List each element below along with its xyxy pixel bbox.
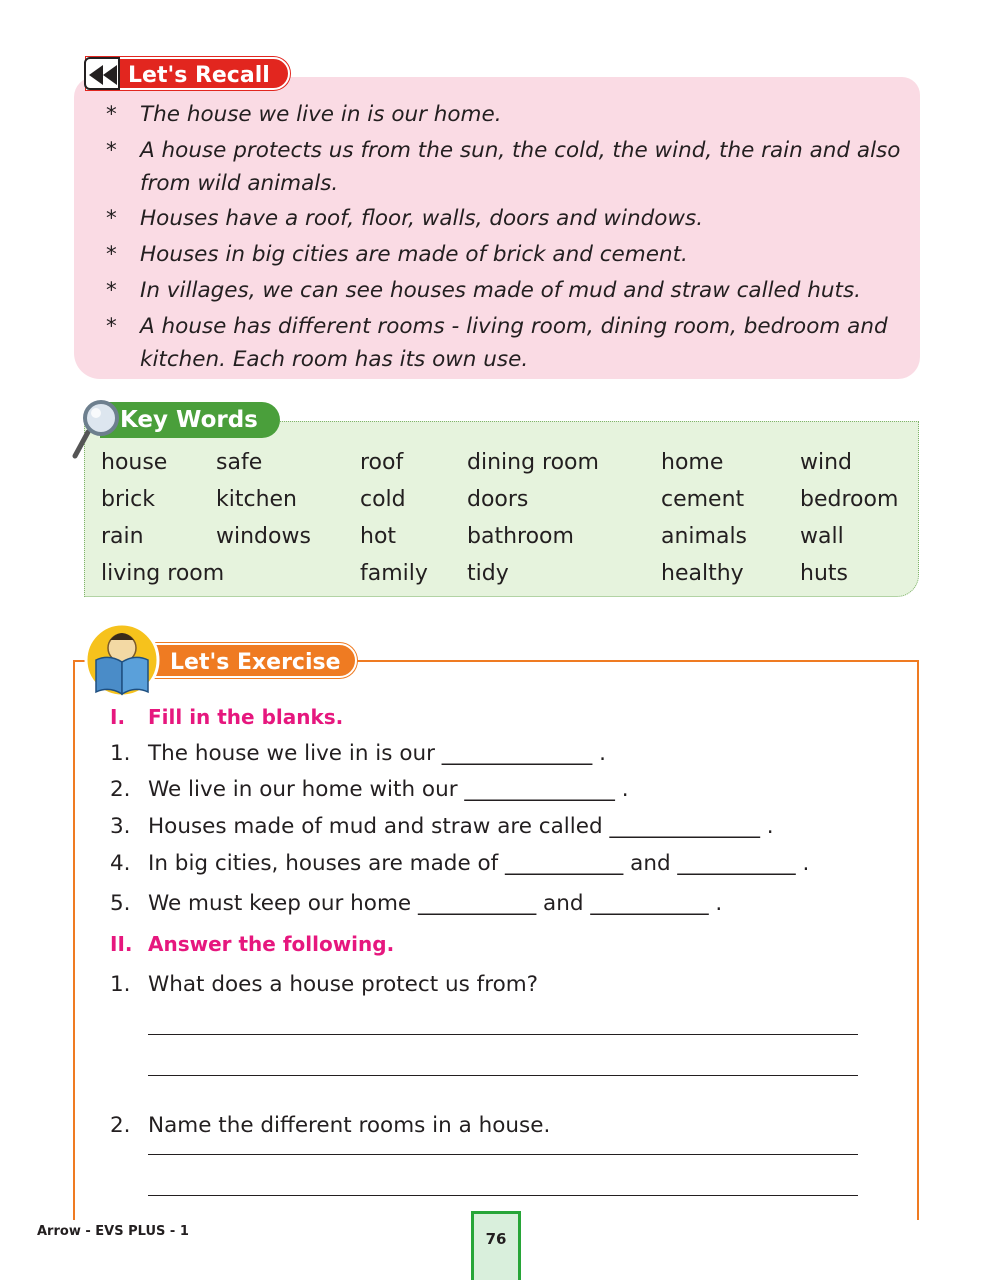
answer-line bbox=[148, 1195, 858, 1196]
key-word: safe bbox=[216, 450, 263, 475]
key-word: huts bbox=[800, 561, 848, 586]
key-word: tidy bbox=[467, 561, 509, 586]
recall-text: A house protects us from the sun, the cold, the wind, the rain and also bbox=[140, 138, 901, 163]
fill-blank-question: 4. In big cities, houses are made of ___________ and ___________ . bbox=[110, 851, 810, 876]
recall-list bbox=[104, 98, 914, 378]
bullet-star: * bbox=[106, 138, 117, 163]
book-title: Arrow - EVS PLUS - 1 bbox=[37, 1224, 189, 1239]
key-word: wall bbox=[800, 524, 844, 549]
recall-text: Houses have a roof, floor, walls, doors and windows. bbox=[140, 206, 704, 231]
recall-point bbox=[104, 134, 914, 200]
section-heading-answer: II. Answer the following. bbox=[110, 932, 395, 956]
key-word: doors bbox=[467, 487, 529, 512]
fill-blank-question: 2. We live in our home with our ______________ . bbox=[110, 777, 629, 802]
fill-blank-question: 3. Houses made of mud and straw are called ______________ . bbox=[110, 814, 774, 839]
key-word: cement bbox=[661, 487, 745, 512]
key-word: family bbox=[360, 561, 428, 586]
key-word: living room bbox=[101, 561, 225, 586]
key-word: healthy bbox=[661, 561, 744, 586]
bullet-star: * bbox=[106, 278, 117, 303]
answer-question: 1. What does a house protect us from? bbox=[110, 972, 539, 997]
fill-blank-question: 1. The house we live in is our ______________ . bbox=[110, 741, 606, 766]
key-word: bedroom bbox=[800, 487, 899, 512]
key-word: house bbox=[101, 450, 168, 475]
key-word: rain bbox=[101, 524, 144, 549]
rewind-icon bbox=[84, 57, 120, 90]
answer-line bbox=[148, 1034, 858, 1035]
key-word: brick bbox=[101, 487, 155, 512]
recall-text: The house we live in is our home. bbox=[140, 102, 502, 127]
key-word: wind bbox=[800, 450, 853, 475]
exercise-title: Let's Exercise bbox=[128, 643, 357, 678]
key-word: kitchen bbox=[216, 487, 297, 512]
fill-blank-question: 5. We must keep our home ___________ and ___________ . bbox=[110, 891, 723, 916]
recall-text: A house has different rooms - living room, dining room, bedroom and bbox=[140, 314, 888, 339]
key-word: roof bbox=[360, 450, 404, 475]
recall-text: Houses in big cities are made of brick and cement. bbox=[140, 242, 688, 267]
reading-book-icon bbox=[84, 620, 164, 704]
key-word: bathroom bbox=[467, 524, 574, 549]
bullet-star: * bbox=[106, 206, 117, 231]
key-word: animals bbox=[661, 524, 748, 549]
recall-text-cont: from wild animals. bbox=[140, 171, 339, 196]
key-word: hot bbox=[360, 524, 397, 549]
bullet-star: * bbox=[106, 314, 117, 339]
recall-text-cont: kitchen. Each room has its own use. bbox=[140, 347, 529, 372]
section-heading-fill-blanks: I. Fill in the blanks. bbox=[110, 705, 344, 729]
bullet-star: * bbox=[106, 102, 117, 127]
key-word: dining room bbox=[467, 450, 599, 475]
recall-title: Let's Recall bbox=[86, 57, 290, 90]
recall-point bbox=[104, 310, 914, 376]
page-number: 76 bbox=[471, 1211, 521, 1280]
recall-point bbox=[104, 98, 914, 132]
key-words-title: Key Words bbox=[100, 402, 280, 438]
key-word: home bbox=[661, 450, 724, 475]
bullet-star: * bbox=[106, 242, 117, 267]
key-word: cold bbox=[360, 487, 406, 512]
answer-question: 2. Name the different rooms in a house. bbox=[110, 1113, 551, 1138]
recall-text: In villages, we can see houses made of mud and straw called huts. bbox=[140, 278, 861, 303]
recall-point bbox=[104, 238, 914, 272]
answer-line bbox=[148, 1075, 858, 1076]
answer-line bbox=[148, 1154, 858, 1155]
key-word: windows bbox=[216, 524, 311, 549]
recall-point bbox=[104, 202, 914, 236]
recall-point bbox=[104, 274, 914, 308]
